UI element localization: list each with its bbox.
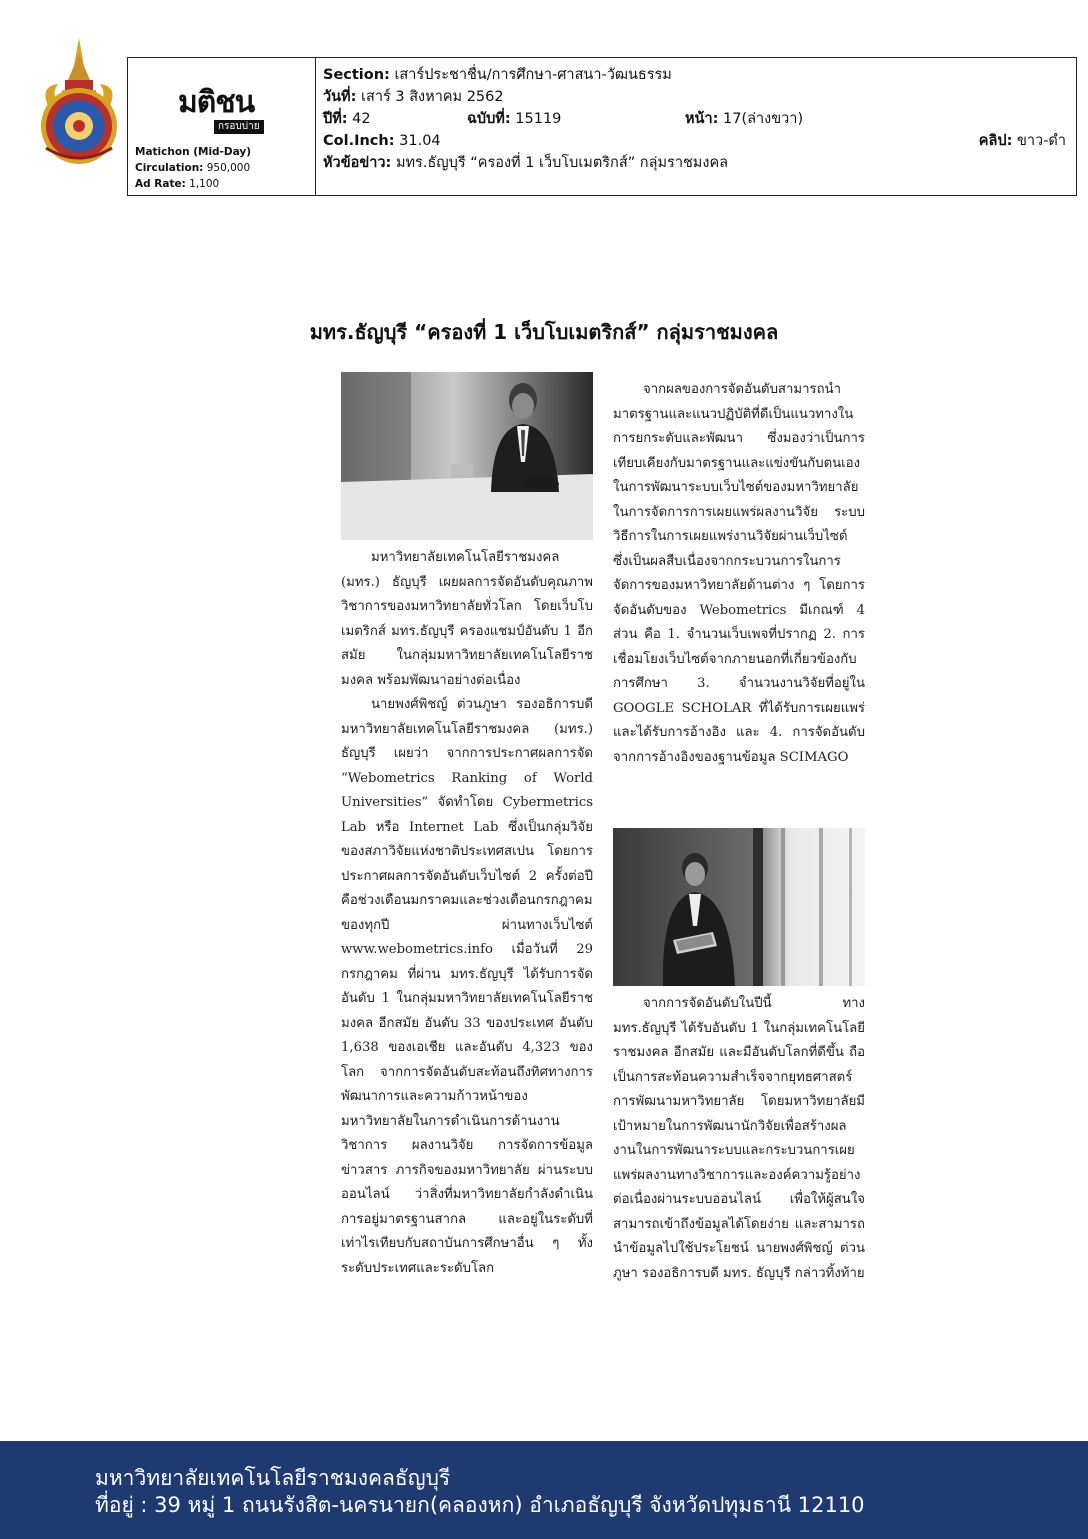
headline-row [323, 152, 1066, 174]
publication-panel [128, 58, 316, 195]
photo-executive-seated [341, 372, 593, 540]
year-label: ปีที่: [323, 111, 348, 127]
publication-logo: มติชน [178, 85, 255, 120]
paragraph: จากการจัดอันดับในปีนี้ ทาง มทร.ธัญบุรี ได้รับอันดับ 1 ในกลุ่มเทคโนโลยีราชมงคล อีกสมัย และมีอันดับโลกที่ดีขึ้น ถือเป็นการสะท้อนความสำเร็จจากยุทธศาสตร์การพัฒนามหาวิทยาลัย โดยมหาวิทยาลัยมีเป้าหมายในการพัฒนานักวิจัยเพื่อสร้างผลงานในการพัฒนาระบบและกระบวนการเผยแพร่ผลงานทางวิชาการและองค์ความรู้อย่างต่อเนื่องผ่านระบบออนไลน์ เพื่อให้ผู้สนใจสามารถเข้าถึงข้อมูลได้โดยง่าย และสามารถนำข้อมูลไปใช้ประโยชน์ นายพงศ์พิชญ์ ต่วนภูษา รองอธิการบดี มทร. ธัญบุรี กล่าวทิ้งท้าย [613, 996, 865, 1281]
page-value: 17(ล่างขวา) [723, 111, 804, 127]
circulation-value: 950,000 [206, 162, 251, 174]
footer-banner [0, 1441, 1088, 1539]
adrate-label: Ad Rate: [135, 178, 186, 190]
clip-label: คลิป: [978, 133, 1013, 149]
date-row [323, 86, 1066, 108]
photo-executive-with-tablet [613, 828, 865, 986]
issue-row [323, 108, 1066, 130]
headline-value: มทร.ธัญบุรี “ครองที่ 1 เว็บโบเมตริกส์” กลุ่มราชมงคล [395, 155, 729, 171]
clipping-details [323, 64, 1066, 174]
date-label: วันที่: [323, 89, 357, 105]
article-column-right-top [613, 378, 865, 770]
section-value: เสาร์ประชาชื่น/การศึกษา-ศาสนา-วัฒนธรรม [394, 67, 672, 83]
section-row [323, 64, 1066, 86]
headline-label: หัวข้อข่าว: [323, 155, 392, 171]
clip-value: ขาว-ดำ [1017, 133, 1066, 149]
year-value: 42 [352, 111, 371, 127]
section-label: Section: [323, 67, 390, 83]
page-label: หน้า: [685, 111, 719, 127]
article-column-right-bottom [613, 992, 865, 1286]
colinch-row [323, 130, 1066, 152]
colinch-value: 31.04 [399, 133, 441, 149]
issue-label: ฉบับที่: [467, 111, 511, 127]
issue-value: 15119 [515, 111, 562, 127]
paragraph: นายพงศ์พิชญ์ ต่วนภูษา รองอธิการบดีมหาวิทยาลัยเทคโนโลยีราชมงคล (มทร.) ธัญบุรี เผยว่า จากการประกาศผลการจัด “Webometrics Ranking of World Universities” จัดทำโดย Cybermetrics Lab หรือ Internet Lab ซึ่งเป็นกลุ่มวิจัยของสภาวิจัยแห่งชาติประเทศสเปน โดยการประกาศผลการจัดอันดับเว็บไซต์ 2 ครั้งต่อปี คือช่วงเดือนมกราคมและช่วงเดือนกรกฎาคม ของทุกปี ผ่านทางเว็บไซต์ www.webometrics.info เมื่อวันที่ 29 กรกฎาคม ที่ผ่าน มทร.ธัญบุรี ได้รับการจัดอันดับ 1 ในกลุ่มมหาวิทยาลัยเทคโนโลยีราชมงคล อีกสมัย อันดับ 33 ของประเทศ อันดับ 1,638 ของเอเชีย และอันดับ 4,323 ของโลก จากการจัดอันดับสะท้อนถึงทิศทางการพัฒนาการและความก้าวหน้าของมหาวิทยาลัยในการดำเนินการด้านงานวิชาการ ผลงานวิจัย การจัดการข้อมูลข่าวสาร ภารกิจของมหาวิทยาลัย ผ่านระบบออนไลน์ ว่าสิ่งที่มหาวิทยาลัยกำลังดำเนินการอยู่มาตรฐานสากล และอยู่ในระดับที่เท่าไรเทียบกับสถาบันการศึกษาอื่น ๆ ทั้งระดับประเทศและระดับโลก [341, 697, 593, 1276]
footer-university-name: มหาวิทยาลัยเทคโนโลยีราชมงคลธัญบุรี [95, 1466, 451, 1490]
university-seal-logo [38, 36, 120, 166]
publication-meta [135, 144, 251, 192]
paragraph: มหาวิทยาลัยเทคโนโลยีราชมงคล (มทร.) ธัญบุรี เผยผลการจัดอันดับคุณภาพวิชาการของมหาวิทยาลัยทั่วโลก โดยเว็บโบเมตริกส์ มทร.ธัญบุรี ครองแชมป์อันดับ 1 อีกสมัย ในกลุ่มมหาวิทยาลัยเทคโนโลยีราชมงคล พร้อมพัฒนาอย่างต่อเนื่อง [341, 550, 593, 688]
date-value: เสาร์ 3 สิงหาคม 2562 [361, 89, 504, 105]
clipping-header-box [127, 57, 1077, 196]
adrate-value: 1,100 [189, 178, 220, 190]
publication-name: Matichon (Mid-Day) [135, 146, 252, 158]
colinch-label: Col.Inch: [323, 133, 395, 149]
article-title: มทร.ธัญบุรี “ครองที่ 1 เว็บโบเมตริกส์” กลุ่มราชมงคล [309, 320, 779, 344]
paragraph: จากผลของการจัดอันดับสามารถนำมาตรฐานและแนวปฏิบัติที่ดีเป็นแนวทางในการยกระดับและพัฒนา ซึ่งมองว่าเป็นการเทียบเคียงกับมาตรฐานและแข่งขันกับตนเอง ในการพัฒนาระบบเว็บไซต์ของมหาวิทยาลัยในการจัดการการเผยแพร่ผลงานวิจัย ระบบวิธีการในการเผยแพร่งานวิจัยผ่านเว็บไซต์ ซึ่งเป็นผลสืบเนื่องจากกระบวนการในการจัดการของมหาวิทยาลัยด้านต่าง ๆ โดยการจัดอันดับของ Webometrics มีเกณฑ์ 4 ส่วน คือ 1. จำนวนเว็บเพจที่ปรากฏ 2. การเชื่อมโยงเว็บไซต์จากภายนอกที่เกี่ยวข้องกับการศึกษา 3. จำนวนงานวิจัยที่อยู่ใน GOOGLE SCHOLAR ที่ได้รับการเผยแพร่และได้รับการอ้างอิง และ 4. การจัดอันดับจากการอ้างอิงของฐานข้อมูล SCIMAGO [613, 382, 865, 765]
circulation-label: Circulation: [135, 162, 204, 174]
article-column-left [341, 546, 593, 1281]
publication-edition: กรอบบ่าย [214, 120, 264, 134]
footer-address: ที่อยู่ : 39 หมู่ 1 ถนนรังสิต-นครนายก(คลองหก) อำเภอธัญบุรี จังหวัดปทุมธานี 12110 [95, 1493, 865, 1517]
